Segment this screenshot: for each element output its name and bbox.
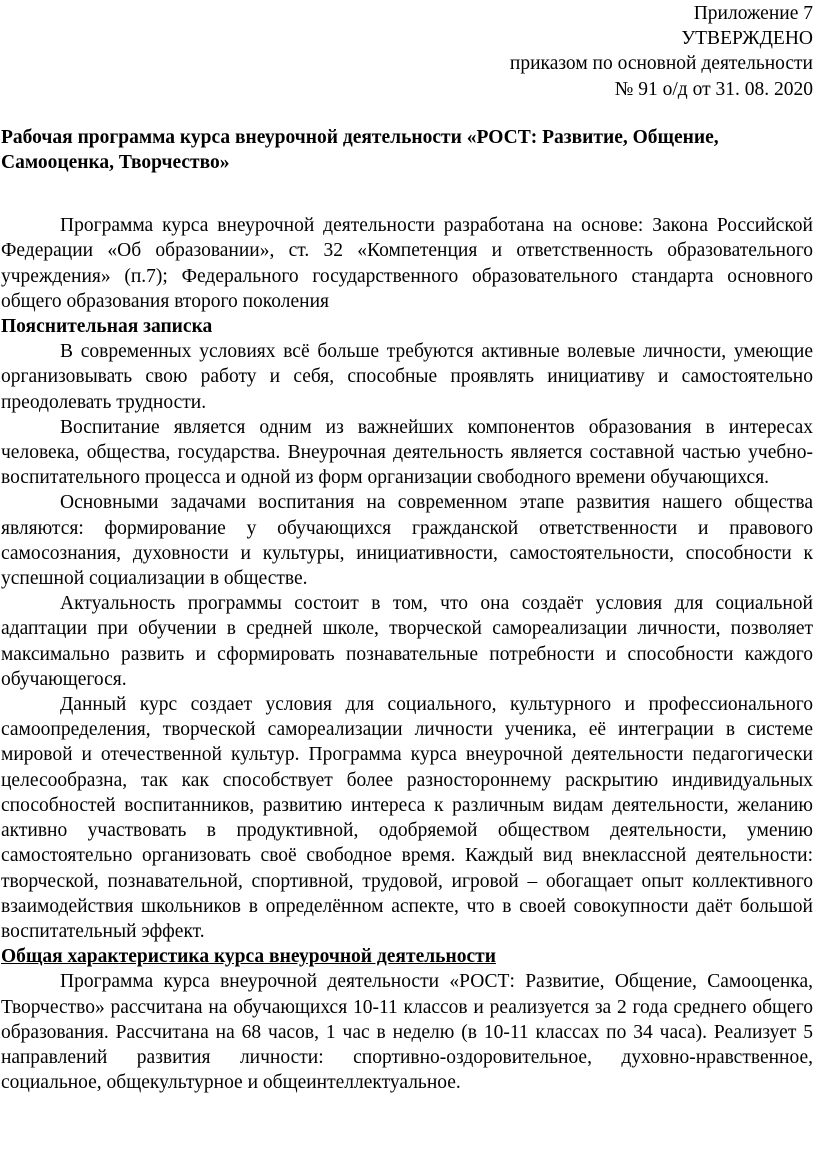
explanatory-paragraph-2: Воспитание является одним из важнейших компонентов образования в интересах человека, общества, государства. Внеурочная деятельность является составной частью учебно-воспитательного процесса и одной из форм организации свободного времени обучающихся. xyxy=(1,416,813,489)
document-title: Рабочая программа курса внеурочной деятельности «РОСТ: Развитие, Общение, Самооценка, Творчество» xyxy=(1,126,719,174)
order-description: приказом по основной деятельности xyxy=(509,53,813,75)
explanatory-paragraph-5: Данный курс создает условия для социального, культурного и профессионального самоопределения, творческой самореализации личности ученика, её интеграции в системе мировой и отечественной культур. Программа курса внеурочной деятельности педагогически целесообразна, так как способствует более разностороннему раскрытию индивидуальных способностей воспитанников, развитию интереса к различным видам деятельности, желанию активно участвовать в продуктивной, одобряемой обществом деятельности, умению самостоятельно организовать своё свободное время. Каждый вид внеклассной деятельности: творческой, познавательной, спортивной, трудовой, игровой – обогащает опыт коллективного взаимодействия школьников в определённом аспекте, что в своей совокупности даёт большой воспитательный эффект. xyxy=(1,694,813,942)
basis-paragraph: Программа курса внеурочной деятельности разработана на основе: Закона Российской Федерации «Об образовании», ст. 32 «Компетенция и ответственность образовательного учреждения» (п.7); Федерального государственного образовательного стандарта основного общего образования второго поколения xyxy=(1,215,813,312)
appendix-number: Приложение 7 xyxy=(693,3,813,24)
approval-block xyxy=(1,0,813,102)
general-characteristics-paragraph: Программа курса внеурочной деятельности «РОСТ: Развитие, Общение, Самооценка, Творчество» рассчитана на обучающихся 10-11 классов и реализуется за 2 года среднего общего образования. Рассчитана на 68 часов, 1 час в неделю (в 10-11 классах по 34 часа). Реализует 5 направлений развития личности: спортивно-оздоровительное, духовно-нравственное, социальное, общекультурное и общеинтеллектуальное. xyxy=(1,971,813,1094)
general-characteristics-heading: Общая характеристика курса внеурочной деятельности xyxy=(1,946,496,968)
explanatory-paragraph-4: Актуальность программы состоит в том, что она создаёт условия для социальной адаптации при обучении в средней школе, творческой самореализации личности, позволяет максимально развить и сформировать познавательные потребности и способности каждого обучающегося. xyxy=(1,593,813,690)
explanatory-note-heading: Пояснительная записка xyxy=(1,316,213,338)
explanatory-paragraph-3: Основными задачами воспитания на современном этапе развития нашего общества являются: формирование у обучающихся гражданской ответственности и правового самосознания, духовности и культуры, инициативности, самостоятельности, способности к успешной социализации в обществе. xyxy=(1,492,813,590)
explanatory-paragraph-1: В современных условиях всё больше требуются активные волевые личности, умеющие организовывать свою работу и себя, способные проявлять инициативу и самостоятельно преодолевать трудности. xyxy=(1,341,813,413)
order-number-date: № 91 о/д от 31. 08. 2020 xyxy=(614,78,813,100)
approved-label: УТВЕРЖДЕНО xyxy=(681,28,813,50)
